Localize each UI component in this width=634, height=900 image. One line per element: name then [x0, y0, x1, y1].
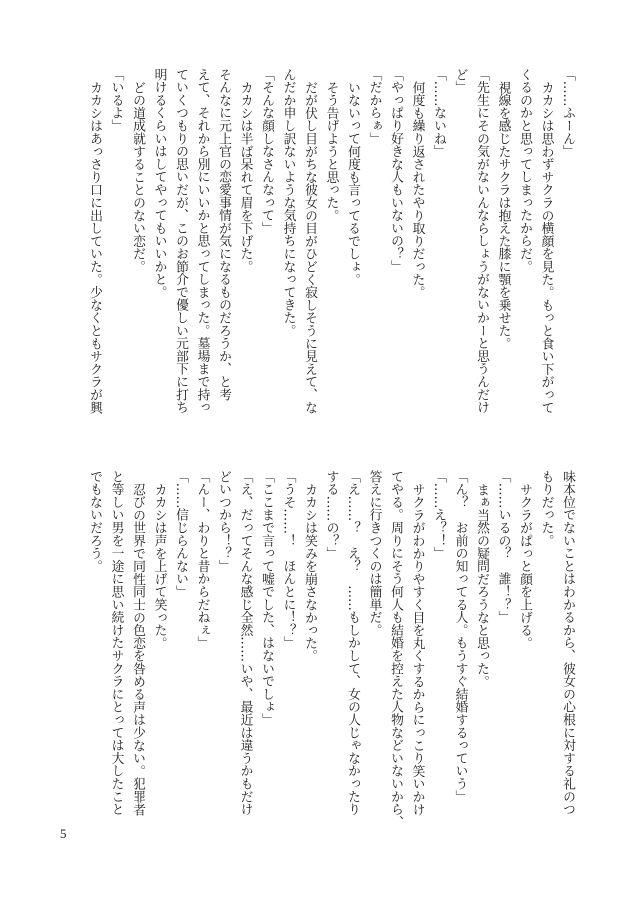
text-line: カカシは思わずサクラの横顔を見た。もっと食い下がって	[538, 80, 554, 414]
text-line: んだか申し訳ないような気持ちになってきた。	[280, 68, 296, 337]
text-line: 「ん？ お前の知ってる人。もうすぐ結婚するっていう」	[452, 470, 468, 803]
text-line: 「ここまで言って嘘でした、はないでしょ」	[259, 470, 274, 726]
text-line: 「やっぱり好きな人もいないの？」	[388, 68, 403, 273]
text-line: 「だからぁ」	[366, 68, 382, 145]
text-line: 「え、だってそんな感じ全然……いや、最近は違うかもだけ	[237, 470, 253, 816]
text-line: 味本位でないことはわかるから、彼女の心根に対する礼のつ	[560, 470, 575, 816]
text-line: ていくつもりの思いだが、このお節介で優しい元部下に打ち	[173, 68, 188, 414]
text-line: 明けるくらいはしてやってもいいかと。	[151, 68, 167, 299]
text-line: 「……ないね」	[431, 68, 446, 158]
text-line: カカシは笑みを崩さなかった。	[302, 482, 317, 662]
text-line: カカシは半ば呆れて眉を下げた。	[237, 80, 253, 273]
text-line: 「んー、わりと昔からだねぇ」	[194, 470, 210, 650]
text-line: どの道成就することのない恋だ。	[130, 80, 145, 273]
text-line: いないって何度も言ってるでしょ。	[345, 80, 360, 286]
text-line: カカシは声を上げて笑った。	[151, 482, 167, 650]
text-line: だが伏し目がちな彼女の目がひどく寂しそうに見えて、な	[302, 80, 317, 414]
text-line: サクラがわかりやすく目を丸くするからにっこり笑いかけ	[409, 482, 425, 816]
text-line: する……の？」	[323, 470, 339, 560]
text-line: そう告げようと思った。	[323, 80, 339, 222]
text-line: 忍びの世界で同性同士の色恋を咎める声は少ない。犯罪者	[130, 482, 145, 816]
text-line: 「先生にその気がないんならしょうがないかーと思うんだけ	[474, 68, 489, 414]
text-line: えて、それから別にいいかと思ってしまった。墓場まで持っ	[194, 68, 210, 414]
upper-text-block	[58, 68, 578, 438]
text-line: 「え……？ え？ ……もしかして、女の人じゃなかったり	[345, 470, 360, 816]
text-line: 「……信じらんない」	[173, 470, 188, 598]
text-line: どいつから！？」	[216, 470, 231, 573]
text-line: 「うそ……！ ほんとに！？」	[280, 470, 296, 650]
text-line: ど」	[452, 68, 468, 94]
page-number: 5	[60, 826, 67, 841]
text-line: 「……え？！」	[431, 470, 446, 560]
text-line: 何度も繰り返されたやり取りだった。	[409, 80, 425, 299]
text-line: まぁ当然の疑問だろうなと思った。	[474, 482, 489, 688]
text-line: 答えに行きつくのは簡単だ。	[366, 470, 382, 637]
text-line: てやる。周りにそう何人も結婚を控えた人物などいないから、	[388, 470, 403, 829]
text-line: 「……ふーん」	[560, 68, 575, 158]
lower-text-block	[58, 470, 578, 840]
text-line: と等しい男を一途に思い続けたサクラにとっては大したこと	[108, 470, 124, 816]
text-line: サクラがぱっと顔を上げる。	[517, 482, 532, 650]
text-line: そんなに元上官の恋愛事情が気になるものだろうか、と考	[216, 68, 231, 401]
text-line: 視線を感じたサクラは抱えた膝に顎を乗せた。	[495, 80, 511, 350]
text-line: もりだった。	[538, 470, 554, 547]
text-line: でもないだろう。	[87, 470, 102, 573]
text-line: 「……いるの？ 誰！？」	[495, 470, 511, 624]
text-line: 「そんな顔しなさんなって」	[259, 68, 274, 235]
text-line: くるのかと思ってしまったからだ。	[517, 68, 532, 273]
text-line: 「いるよ」	[108, 68, 124, 132]
text-line: カカシはあっさり口に出していた。少なくともサクラが興	[87, 80, 102, 414]
